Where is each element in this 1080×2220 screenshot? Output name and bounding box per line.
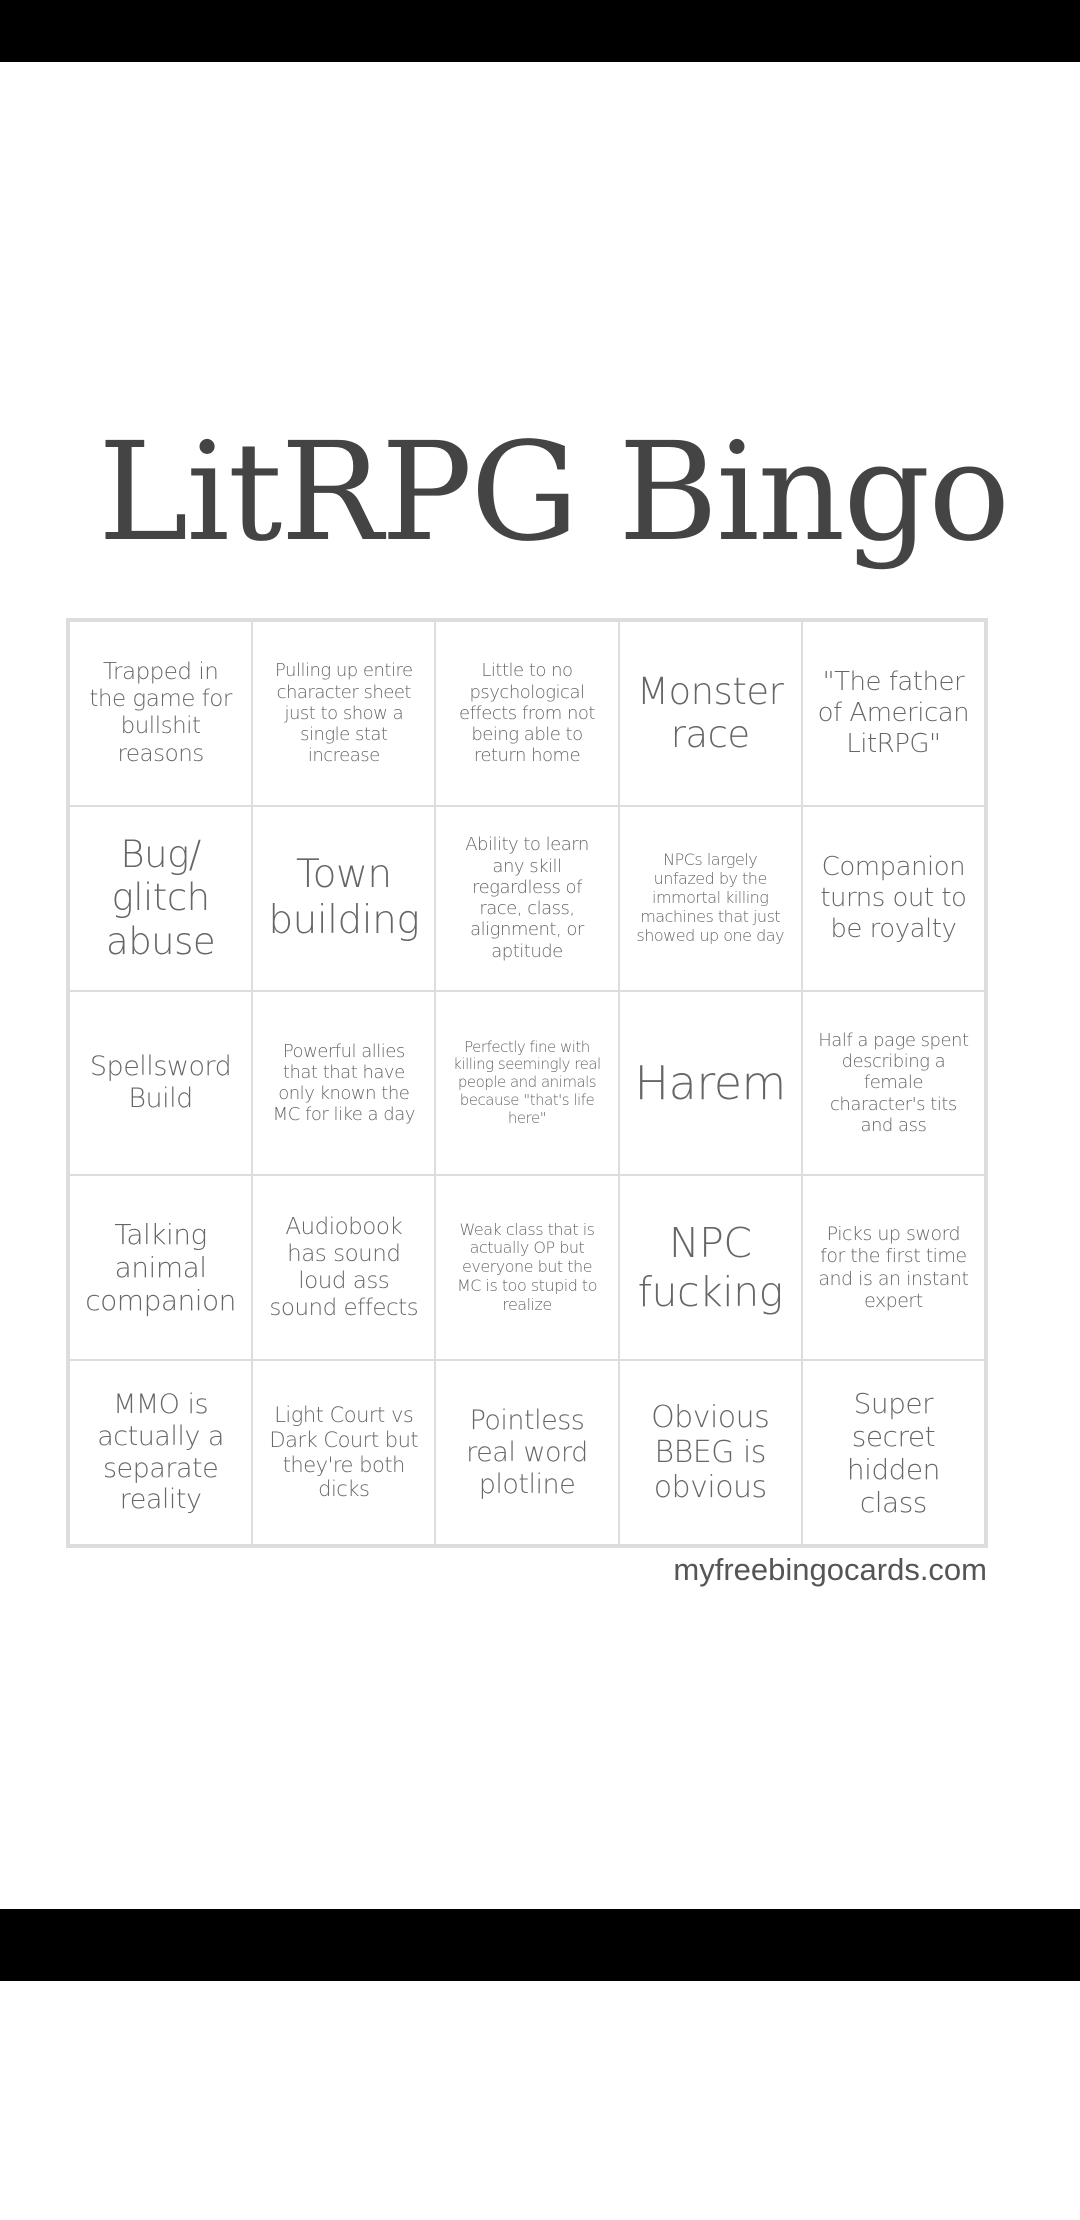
bingo-cell: Ability to learn any skill regardless of race, class, alignment, or aptitude [435,806,618,991]
site-credit: myfreebingocards.com [673,1552,987,1587]
bingo-cell: Picks up sword for the first time and is an instant expert [802,1175,985,1360]
bingo-cell: "The father of American LitRPG" [802,621,985,806]
top-status-bar [0,0,1080,62]
bingo-cell: Monster race [619,621,802,806]
bingo-cell: Powerful allies that that have only known the MC for like a day [252,991,435,1176]
bingo-cell: NPC fucking [619,1175,802,1360]
bingo-cell: Trapped in the game for bullshit reasons [69,621,252,806]
bingo-cell: Talking animal companion [69,1175,252,1360]
bingo-cell: Spellsword Build [69,991,252,1176]
bingo-cell: Light Court vs Dark Court but they're both dicks [252,1360,435,1545]
bingo-cell: Pointless real word plotline [435,1360,618,1545]
bingo-cell: Obvious BBEG is obvious [619,1360,802,1545]
bingo-cell: Town building [252,806,435,991]
bingo-grid [66,618,988,1548]
bingo-cell: Super secret hidden class [802,1360,985,1545]
bingo-cell: Perfectly fine with killing seemingly real people and animals because "that's life here" [435,991,618,1176]
bingo-cell: Half a page spent describing a female character's tits and ass [802,991,985,1176]
bingo-cell: Weak class that is actually OP but everyone but the MC is too stupid to realize [435,1175,618,1360]
page-title: LitRPG Bingo [98,414,1009,572]
bingo-cell: Audiobook has sound loud ass sound effects [252,1175,435,1360]
bingo-cell: MMO is actually a separate reality [69,1360,252,1545]
bingo-cell: Pulling up entire character sheet just to show a single stat increase [252,621,435,806]
bingo-cell: Little to no psychological effects from not being able to return home [435,621,618,806]
bingo-cell: Companion turns out to be royalty [802,806,985,991]
bingo-cell: Harem [619,991,802,1176]
bingo-cell: NPCs largely unfazed by the immortal killing machines that just showed up one day [619,806,802,991]
bingo-cell: Bug/ glitch abuse [69,806,252,991]
bottom-nav-bar [0,1909,1080,1981]
